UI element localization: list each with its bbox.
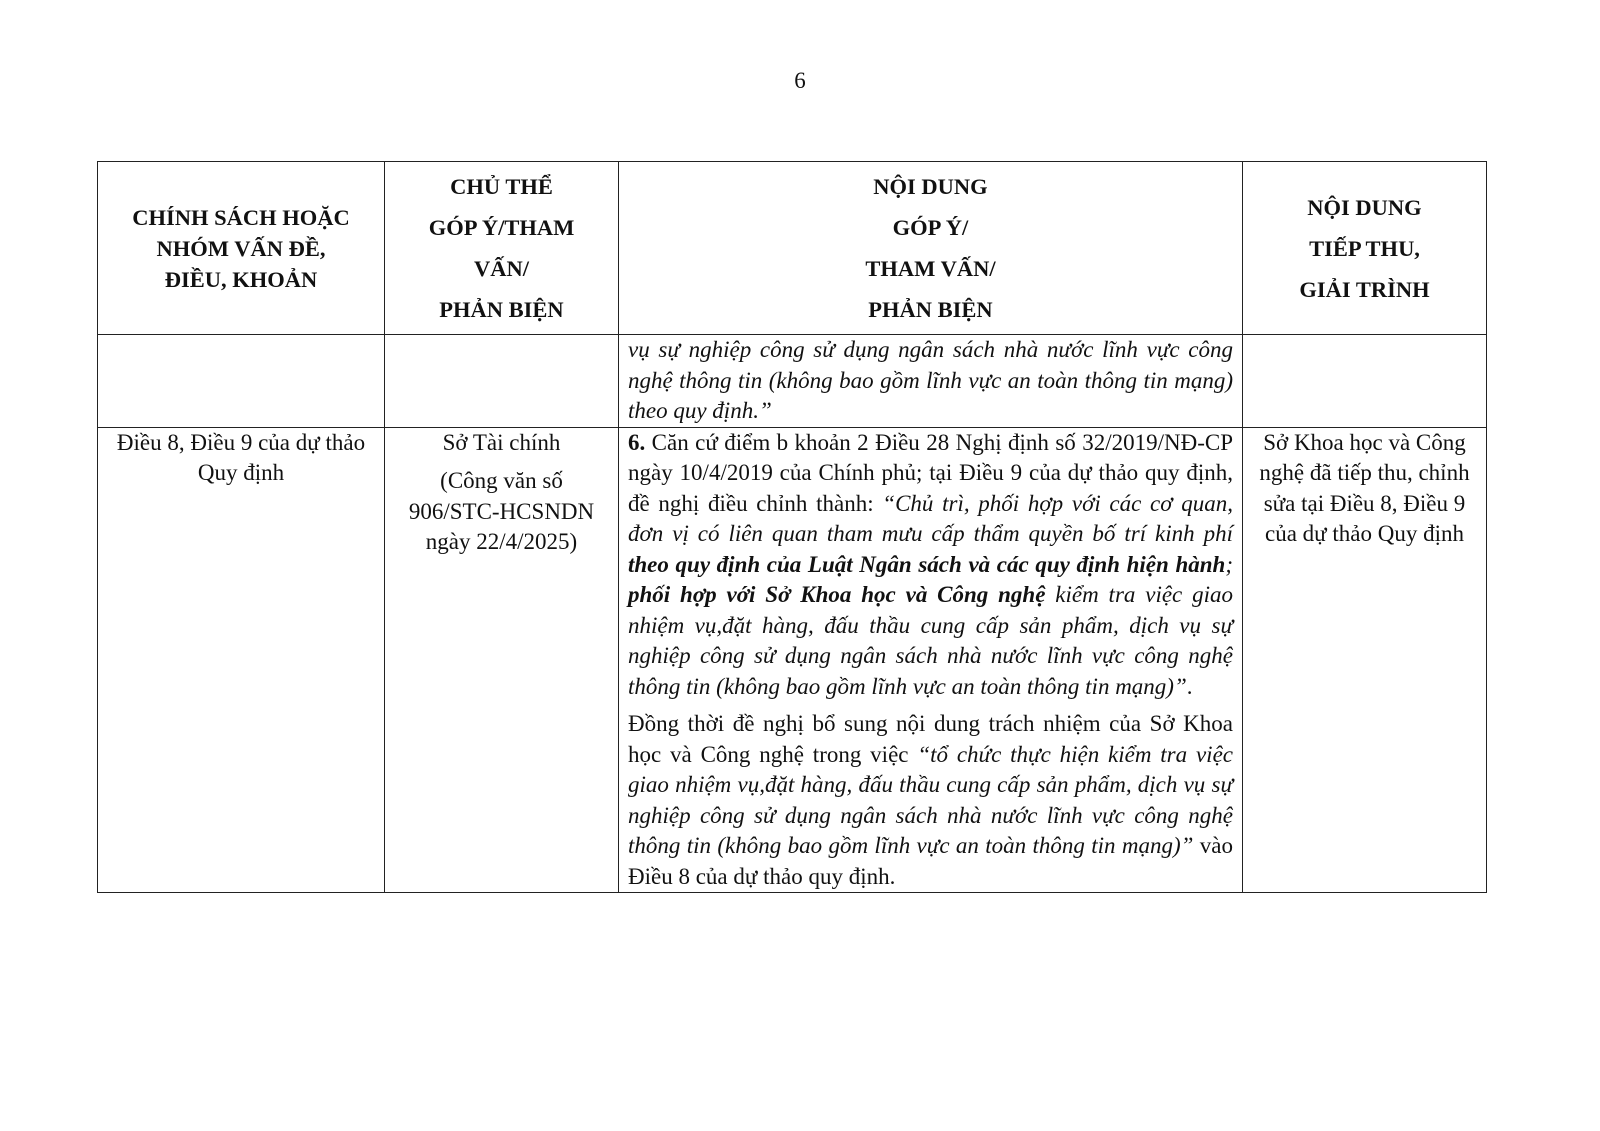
header-line: NHÓM VẤN ĐỀ, bbox=[156, 235, 326, 261]
quote-text: “Chủ trì, phối hợp với các cơ quan, đơn vị có liên quan tham mưu cấp thẩm quyền bố trí kinh phí bbox=[628, 490, 1233, 546]
row2-content-cell bbox=[619, 427, 1243, 893]
header-line: NỘI DUNG bbox=[873, 174, 988, 199]
table-row bbox=[98, 427, 1487, 893]
page-number: 6 bbox=[794, 68, 806, 93]
comment-text: . bbox=[1186, 673, 1193, 699]
header-line: TIẾP THU, bbox=[1309, 235, 1420, 261]
subject-reference: (Công văn số 906/STC-HCSNDN ngày 22/4/2025) bbox=[408, 468, 595, 554]
header-line: CHÍNH SÁCH HOẶC bbox=[132, 204, 350, 230]
header-comment-content bbox=[619, 162, 1243, 335]
row1-subject-cell bbox=[385, 335, 619, 428]
table-row bbox=[98, 335, 1487, 428]
comment-paragraph-2 bbox=[628, 709, 1233, 892]
comment-text: vào Điều 8 của dự thảo quy định. bbox=[628, 833, 1233, 889]
row2-article-cell: Điều 8, Điều 9 của dự thảo Quy định bbox=[98, 427, 385, 893]
row1-content-cell: vụ sự nghiệp công sử dụng ngân sách nhà nước lĩnh vực công nghệ thông tin (không bao gồm lĩnh vực an toàn thông tin mạng) theo quy định.” bbox=[619, 335, 1243, 428]
header-line: PHẢN BIỆN bbox=[439, 297, 564, 322]
header-line: GIẢI TRÌNH bbox=[1299, 276, 1430, 302]
header-commenter bbox=[385, 162, 619, 335]
header-line: GÓP Ý/ bbox=[892, 215, 969, 240]
item-number: 6. bbox=[628, 429, 646, 455]
header-line: CHỦ THỂ bbox=[450, 174, 553, 199]
row2-subject-cell bbox=[385, 427, 619, 893]
header-line: NỘI DUNG bbox=[1307, 194, 1422, 220]
quote-emphasis: theo quy định của Luật Ngân sách và các quy định hiện hành bbox=[628, 551, 1226, 577]
header-line: PHẢN BIỆN bbox=[868, 297, 993, 322]
feedback-table bbox=[97, 161, 1487, 893]
quote-text: kiểm tra việc giao nhiệm vụ,đặt hàng, đấu thầu cung cấp sản phẩm, dịch vụ sự nghiệp công sử dụng ngân sách nhà nước lĩnh vực công nghệ thông tin (không bao gồm lĩnh vực an toàn thông tin mạng)” bbox=[628, 582, 1233, 699]
row1-article-cell bbox=[98, 335, 385, 428]
header-line: VẤN/ bbox=[474, 256, 529, 281]
row2-response-cell: Sở Khoa học và Công nghệ đã tiếp thu, chỉnh sửa tại Điều 8, Điều 9 của dự thảo Quy định bbox=[1243, 427, 1487, 893]
header-line: THAM VẤN/ bbox=[865, 256, 996, 281]
quote-emphasis: phối hợp với Sở Khoa học và Công nghệ bbox=[628, 582, 1046, 607]
subject-name: Sở Tài chính bbox=[442, 429, 561, 455]
header-line: ĐIỀU, KHOẢN bbox=[164, 266, 318, 292]
quote-text: “tổ chức thực hiện kiểm tra việc giao nhiệm vụ,đặt hàng, đấu thầu cung cấp sản phẩm, dịch vụ sự nghiệp công sử dụng ngân sách nhà nước lĩnh vực công nghệ thông tin (không bao gồm lĩnh vực an toàn thông tin mạng)” bbox=[628, 741, 1233, 858]
header-policy-article bbox=[98, 162, 385, 335]
comment-text: Căn cứ điểm b khoản 2 Điều 28 Nghị định số 32/2019/NĐ-CP ngày 10/4/2019 của Chính phủ; tại Điều 9 của dự thảo quy định, đề nghị điều chỉnh thành: bbox=[628, 429, 1233, 516]
header-response-content bbox=[1243, 162, 1487, 335]
comment-paragraph-1 bbox=[628, 428, 1233, 703]
table-header-row bbox=[98, 162, 1487, 335]
quote-text: ; bbox=[1225, 551, 1233, 577]
comment-text: Đồng thời đề nghị bổ sung nội dung trách nhiệm của Sở Khoa học và Công nghệ trong việc bbox=[628, 711, 1233, 767]
header-line: GÓP Ý/THAM bbox=[428, 215, 575, 240]
row1-response-cell bbox=[1243, 335, 1487, 428]
